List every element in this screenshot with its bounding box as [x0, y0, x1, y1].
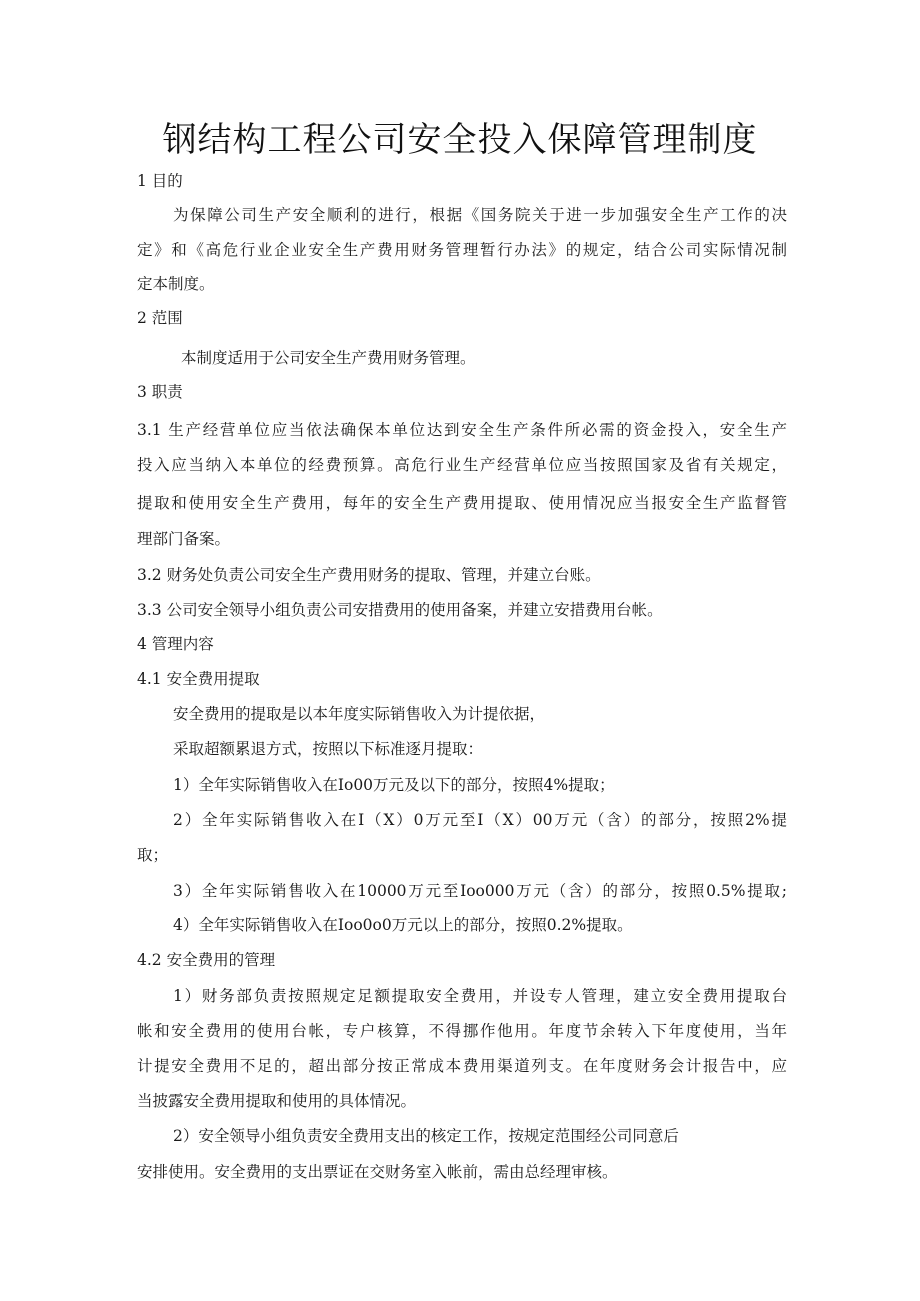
paragraph-line: 定本制度。 — [137, 275, 215, 293]
heading-purpose: 1 目的 — [137, 172, 183, 190]
paragraph-line: 1）财务部负责按照规定足额提取安全费用，并设专人管理，建立安全费用提取台 — [173, 987, 787, 1005]
list-item: 2）全年实际销售收入在I（X）0万元至I（X）00万元（含）的部分，按照2%提 — [173, 811, 787, 829]
paragraph-line: 3.2 财务处负责公司安全生产费用财务的提取、管理，并建立台账。 — [137, 566, 601, 584]
list-item: 取； — [137, 846, 169, 864]
list-item: 3）全年实际销售收入在10000万元至Ioo000万元（含）的部分，按照0.5%提取; — [173, 882, 787, 900]
document-title: 钢结构工程公司安全投入保障管理制度 — [162, 120, 758, 160]
paragraph-line: 本制度适用于公司安全生产费用财务管理。 — [181, 349, 476, 367]
paragraph-line: 计提安全费用不足的，超出部分按正常成本费用渠道列支。在年度财务会计报告中，应 — [137, 1057, 787, 1075]
paragraph-line: 帐和安全费用的使用台帐，专户核算，不得挪作他用。年度节余转入下年度使用，当年 — [137, 1022, 787, 1040]
paragraph-line: 3.1 生产经营单位应当依法确保本单位达到安全生产条件所必需的资金投入，安全生产 — [137, 421, 787, 439]
paragraph-line: 采取超额累退方式，按照以下标准逐月提取： — [173, 740, 484, 758]
heading-management: 4 管理内容 — [137, 635, 214, 653]
paragraph-line: 3.3 公司安全领导小组负责公司安措费用的使用备案，并建立安措费用台帐。 — [137, 601, 663, 619]
paragraph-line: 投入应当纳入本单位的经费预算。高危行业生产经营单位应当按照国家及省有关规定， — [137, 456, 787, 474]
paragraph-line: 安排使用。安全费用的支出票证在交财务室入帐前，需由总经理审核。 — [137, 1163, 618, 1181]
list-item: 1）全年实际销售收入在Io00万元及以下的部分，按照4%提取； — [173, 776, 615, 794]
paragraph-line: 2）安全领导小组负责安全费用支出的核定工作，按规定范围经公司同意后 — [173, 1127, 679, 1145]
paragraph-line: 为保障公司生产安全顺利的进行，根据《国务院关于进一步加强安全生产工作的决 — [173, 206, 787, 224]
paragraph-line: 理部门备案。 — [137, 530, 231, 548]
paragraph-line: 安全费用的提取是以本年度实际销售收入为计提依据， — [173, 705, 546, 723]
list-item: 4）全年实际销售收入在Ioo0o0万元以上的部分，按照0.2%提取。 — [173, 916, 633, 934]
heading-duties: 3 职责 — [137, 383, 183, 401]
subheading-fee-extraction: 4.1 安全费用提取 — [137, 670, 260, 688]
paragraph-line: 定》和《高危行业企业安全生产费用财务管理暂行办法》的规定，结合公司实际情况制 — [137, 241, 787, 259]
paragraph-line: 提取和使用安全生产费用，每年的安全生产费用提取、使用情况应当报安全生产监督管 — [137, 494, 787, 512]
subheading-fee-management: 4.2 安全费用的管理 — [137, 951, 276, 969]
paragraph-line: 当披露安全费用提取和使用的具体情况。 — [137, 1092, 417, 1110]
heading-scope: 2 范围 — [137, 309, 183, 327]
